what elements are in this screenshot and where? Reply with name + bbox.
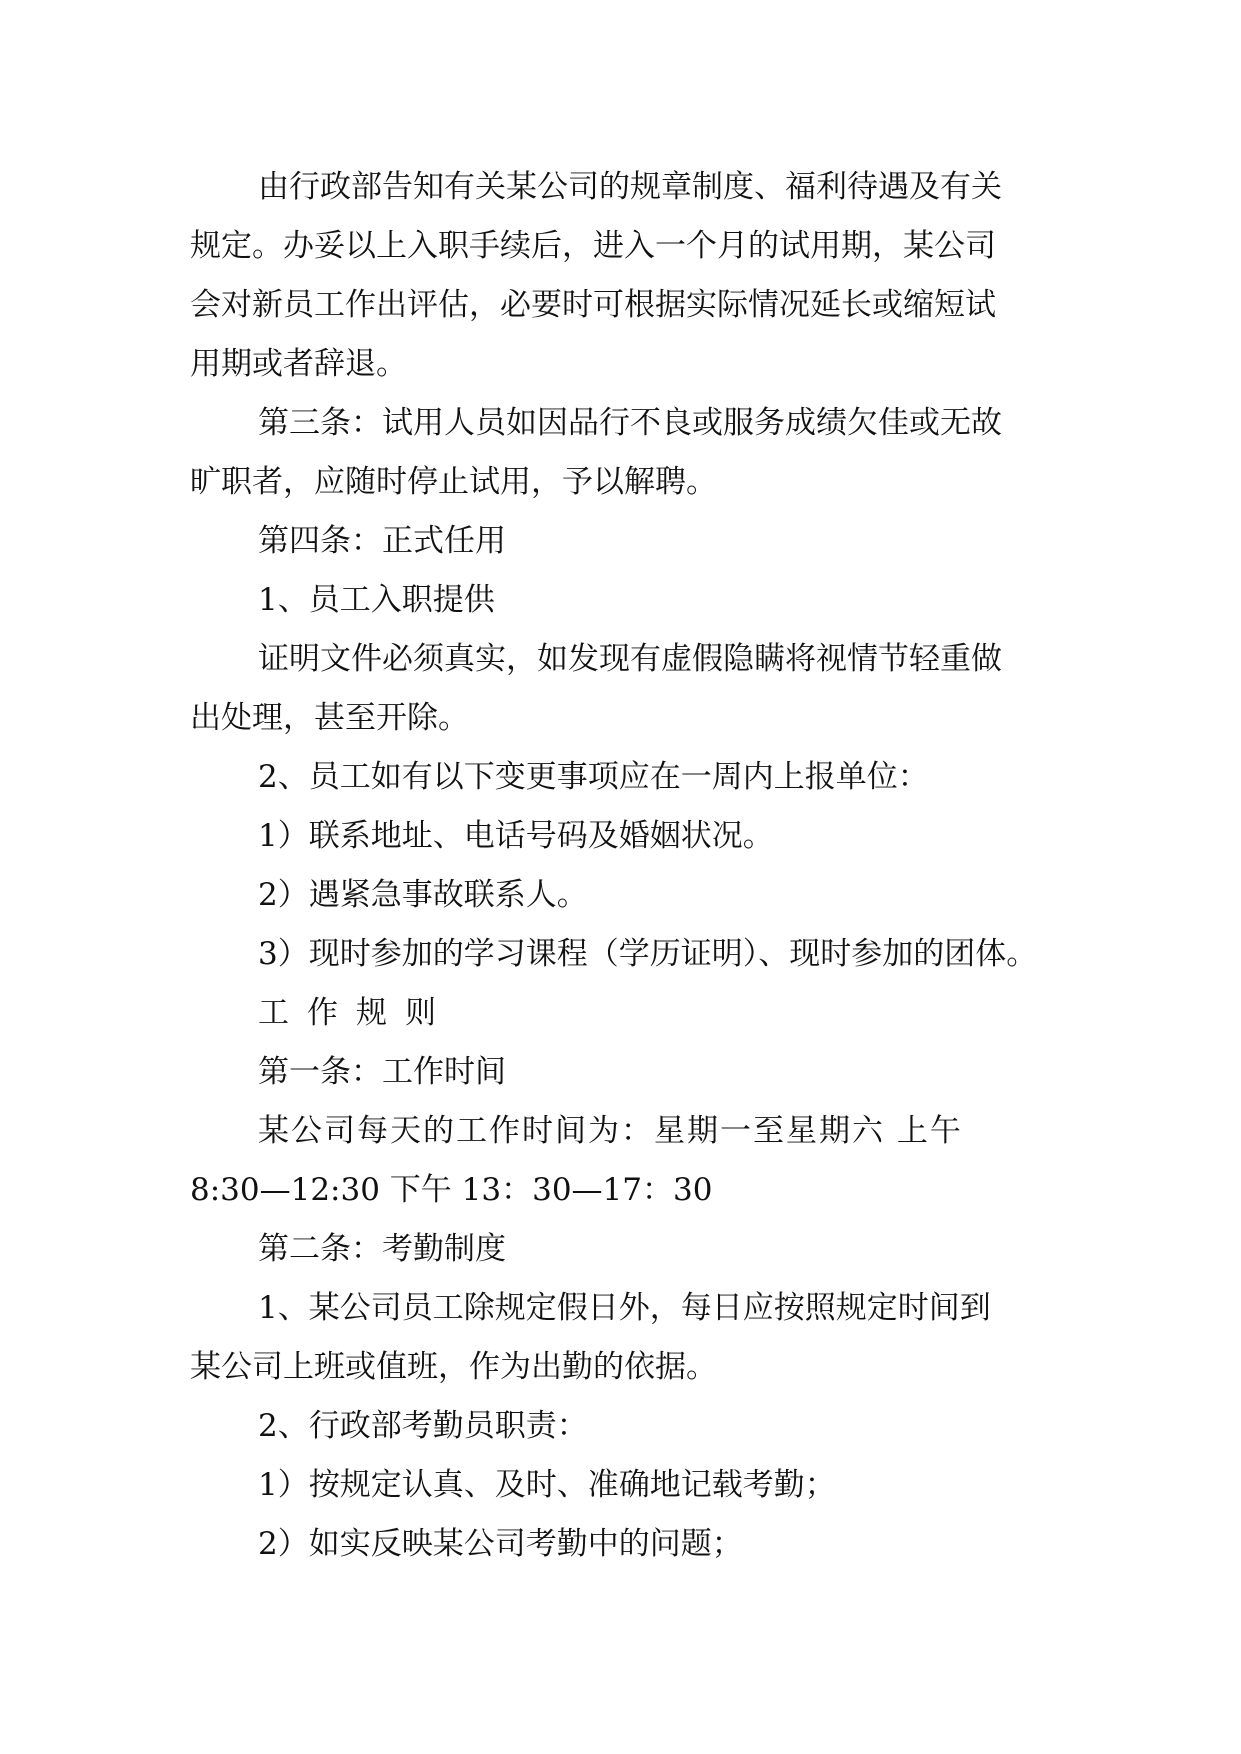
sub-list-item: 3）现时参加的学习课程（学历证明）、现时参加的团体。 [258, 936, 1038, 972]
list-item: 1、某公司员工除规定假日外，每日应按照规定时间到 [258, 1290, 991, 1326]
sub-list-item: 1）按规定认真、及时、准确地记载考勤； [258, 1467, 836, 1503]
work-hours-line: 8:30—12:30 下午 13：30—17：30 [190, 1172, 713, 1208]
list-item: 2、行政部考勤员职责： [258, 1408, 588, 1444]
article-four-heading: 第四条：正式任用 [258, 523, 506, 559]
section-title: 工作规则 [258, 995, 454, 1031]
paragraph-line: 出处理，甚至开除。 [190, 700, 469, 736]
paragraph-line: 某公司上班或值班，作为出勤的依据。 [190, 1349, 717, 1385]
sub-list-item: 2）遇紧急事故联系人。 [258, 877, 588, 913]
paragraph-line: 会对新员工作出评估，必要时可根据实际情况延长或缩短试 [190, 287, 996, 323]
article-one-heading: 第一条：工作时间 [258, 1054, 506, 1090]
list-item: 2、员工如有以下变更事项应在一周内上报单位： [258, 759, 929, 795]
document-body [190, 158, 1050, 1574]
work-hours-line: 某公司每天的工作时间为：星期一至星期六 上午 [258, 1113, 963, 1149]
paragraph-line: 证明文件必须真实，如发现有虚假隐瞒将视情节轻重做 [258, 641, 1002, 677]
paragraph-line: 由行政部告知有关某公司的规章制度、福利待遇及有关 [258, 169, 1002, 205]
article-three-line: 第三条：试用人员如因品行不良或服务成绩欠佳或无故 [258, 405, 1002, 441]
paragraph-line: 规定。办妥以上入职手续后，进入一个月的试用期，某公司 [190, 228, 996, 264]
sub-list-item: 2）如实反映某公司考勤中的问题； [258, 1526, 743, 1562]
article-three-line: 旷职者，应随时停止试用，予以解聘。 [190, 464, 717, 500]
article-two-heading: 第二条：考勤制度 [258, 1231, 506, 1267]
sub-list-item: 1）联系地址、电话号码及婚姻状况。 [258, 818, 774, 854]
paragraph-line: 用期或者辞退。 [190, 346, 407, 382]
list-item: 1、员工入职提供 [258, 582, 495, 618]
